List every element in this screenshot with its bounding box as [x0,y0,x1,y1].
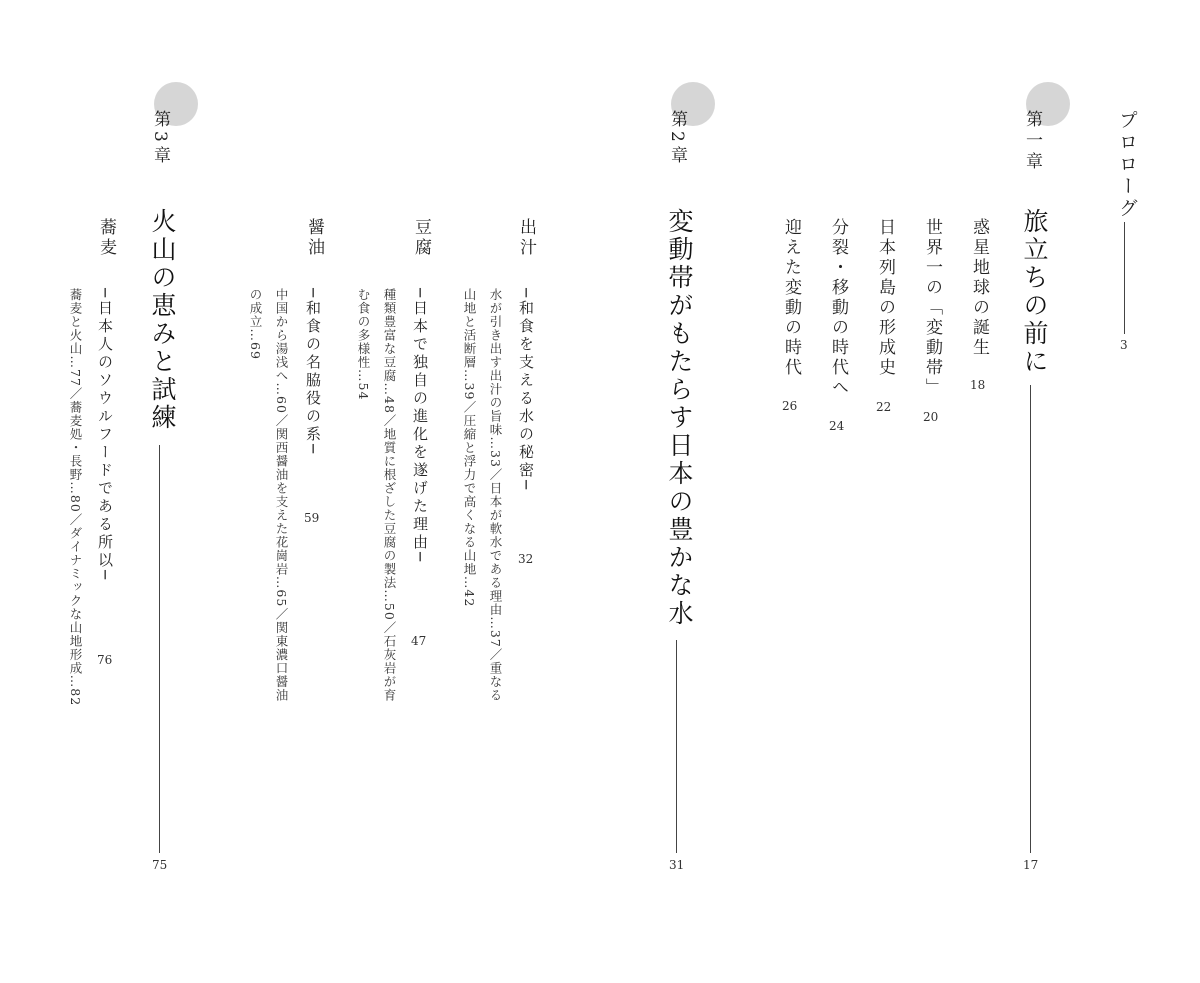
section-2-2-page: 47 [411,634,427,648]
section-2-3-page: 59 [304,511,320,525]
section-1-2-title[interactable]: 世界一の「変動帯」 [922,218,942,398]
section-2-3-body-line-2: の成立…69 [248,288,263,360]
chapter-3-leader-line [159,445,160,853]
section-1-5-title[interactable]: 迎えた変動の時代 [781,218,801,378]
section-1-1-page: 18 [970,378,986,392]
chapter-3-page-number: 75 [152,858,168,872]
section-2-2-subtitle[interactable]: ─日本で独自の進化を遂げた理由─ [411,288,429,565]
section-1-3-title[interactable]: 日本列島の形成史 [875,218,895,378]
section-3-1-title[interactable]: 蕎麦 [96,218,116,258]
section-3-1-page: 76 [97,653,113,667]
section-2-1-body-line-2: 山地と活断層…39／圧縮と浮力で高くなる山地…42 [462,288,477,608]
section-1-4-page: 24 [829,419,845,433]
section-3-1-subtitle[interactable]: ─日本人のソウルフードである所以─ [96,288,114,583]
section-1-2-page: 20 [923,410,939,424]
prologue-page-number: 3 [1120,338,1128,352]
section-1-5-page: 26 [782,399,798,413]
section-2-1-subtitle[interactable]: ─和食を支える水の秘密─ [517,288,535,493]
section-2-2-title[interactable]: 豆腐 [411,218,431,258]
prologue-leader-line [1124,222,1125,334]
section-2-1-page: 32 [518,552,534,566]
section-2-1-title[interactable]: 出汁 [516,218,536,258]
section-2-1-body-line-1: 水が引き出す出汁の旨味…33／日本が軟水である理由…37／重なる [488,288,503,702]
section-1-1-title[interactable]: 惑星地球の誕生 [969,218,989,358]
chapter-1-label: 第一章 [1022,110,1042,173]
section-1-4-title[interactable]: 分裂・移動の時代へ [828,218,848,398]
chapter-1-leader-line [1030,385,1031,853]
section-2-3-body-line-1: 中国から湯浅へ…60／関西醤油を支えた花崗岩…65／関東濃口醤油 [274,288,289,702]
section-2-2-body-line-2: む食の多様性…54 [356,288,371,401]
chapter-3-title[interactable]: 火山の恵みと試練 [148,208,177,432]
prologue-label[interactable]: プロローグ [1116,110,1138,220]
section-3-1-body-line-1: 蕎麦と火山…77／蕎麦処・長野…80／ダイナミックな山地形成…82 [68,288,83,707]
chapter-2-title[interactable]: 変動帯がもたらす日本の豊かな水 [665,208,694,628]
section-2-3-subtitle[interactable]: ─和食の名脇役の系─ [304,288,322,457]
chapter-2-page-number: 31 [669,858,685,872]
section-2-3-title[interactable]: 醤油 [304,218,324,258]
section-1-3-page: 22 [876,400,892,414]
chapter-2-label: 第2章 [667,110,687,167]
chapter-2-leader-line [676,640,677,853]
section-2-2-body-line-1: 種類豊富な豆腐…48／地質に根ざした豆腐の製法…50／石灰岩が育 [382,288,397,702]
chapter-3-label: 第3章 [150,110,170,167]
chapter-1-title[interactable]: 旅立ちの前に [1020,208,1049,376]
chapter-1-page-number: 17 [1023,858,1039,872]
